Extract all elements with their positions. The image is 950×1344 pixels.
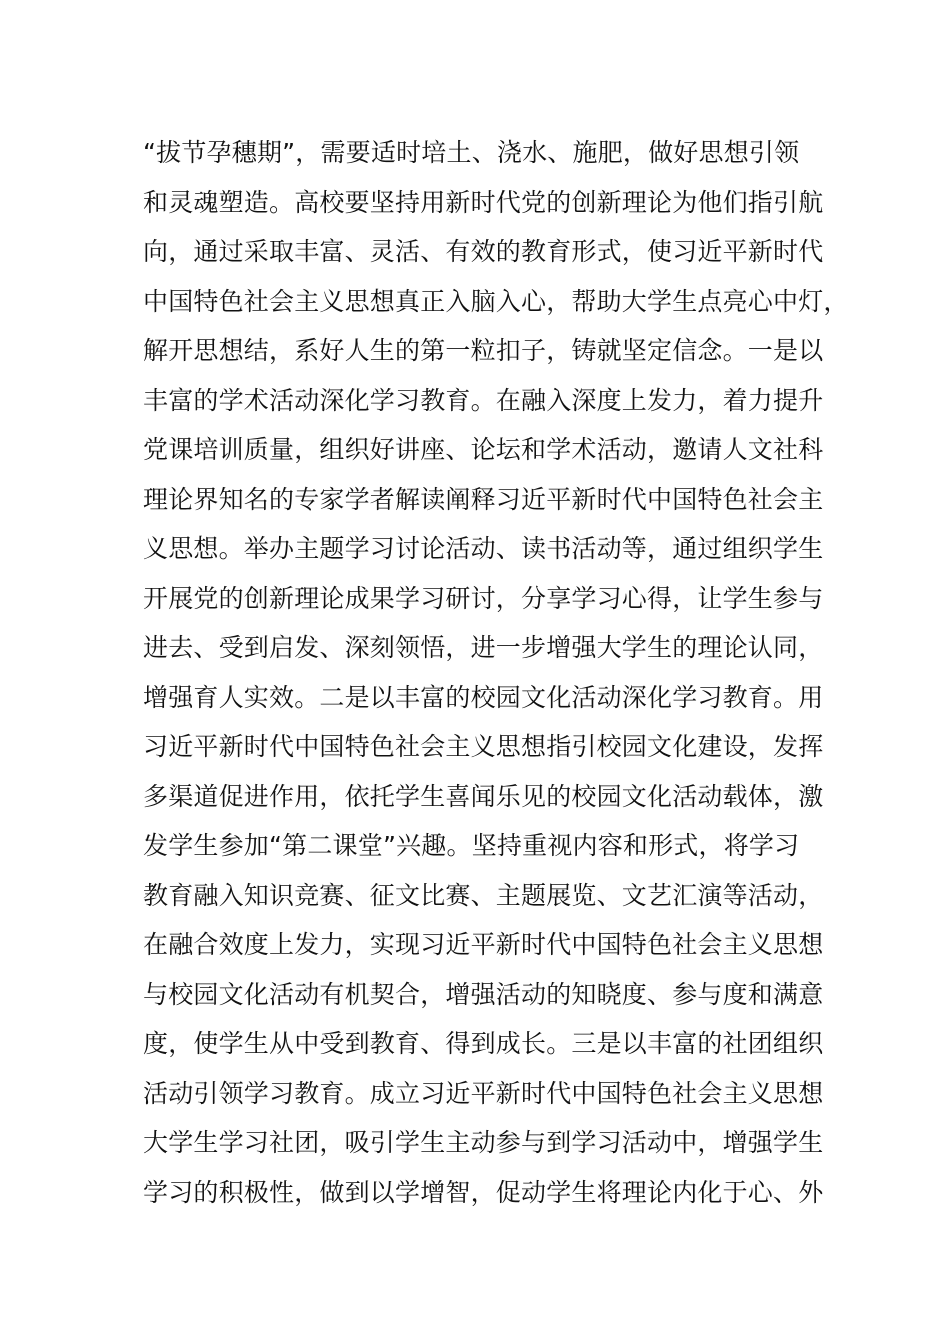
text-line: 活动引领学习教育。成立习近平新时代中国特色社会主义思想: [143, 1078, 824, 1108]
text-line: 义思想。举办主题学习讨论活动、读书活动等，通过组织学生: [143, 534, 824, 563]
text-line: 习近平新时代中国特色社会主义思想指引校园文化建设，发挥: [143, 732, 824, 761]
text-line: 向，通过采取丰富、灵活、有效的教育形式，使习近平新时代: [143, 237, 824, 266]
text-line: 在融合效度上发力，实现习近平新时代中国特色社会主义思想: [143, 930, 824, 959]
text-line: 多渠道促进作用，依托学生喜闻乐见的校园文化活动载体，激: [143, 781, 824, 811]
text-line: 党课培训质量，组织好讲座、论坛和学术活动，邀请人文社科: [143, 435, 824, 464]
text-line: 中国特色社会主义思想真正入脑入心，帮助大学生点亮心中灯，: [143, 286, 849, 316]
text-line: 学习的积极性，做到以学增智，促动学生将理论内化于心、外: [143, 1177, 824, 1207]
text-line: 教育融入知识竞赛、征文比赛、主题展览、文艺汇演等活动，: [143, 880, 824, 910]
text-line: 解开思想结，系好人生的第一粒扣子，铸就坚定信念。一是以: [143, 336, 824, 365]
body-paragraph: [143, 128, 849, 1217]
text-line: 进去、受到启发、深刻领悟，进一步增强大学生的理论认同，: [143, 633, 824, 662]
text-line: 和灵魂塑造。高校要坚持用新时代党的创新理论为他们指引航: [143, 187, 824, 217]
text-line: 丰富的学术活动深化学习教育。在融入深度上发力，着力提升: [143, 385, 824, 415]
text-line: 与校园文化活动有机契合，增强活动的知晓度、参与度和满意: [143, 979, 824, 1009]
text-line: 度，使学生从中受到教育、得到成长。三是以丰富的社团组织: [143, 1029, 824, 1058]
text-line: 开展党的创新理论成果学习研讨，分享学习心得，让学生参与: [143, 583, 824, 613]
text-line: 理论界知名的专家学者解读阐释习近平新时代中国特色社会主: [143, 484, 824, 514]
text-line: 大学生学习社团，吸引学生主动参与到学习活动中，增强学生: [143, 1128, 824, 1157]
text-line: “拔节孕穗期”，需要适时培土、浇水、施肥，做好思想引领: [143, 138, 800, 167]
text-line: 发学生参加“第二课堂”兴趣。坚持重视内容和形式，将学习: [143, 831, 800, 860]
text-line: 增强育人实效。二是以丰富的校园文化活动深化学习教育。用: [143, 682, 824, 712]
